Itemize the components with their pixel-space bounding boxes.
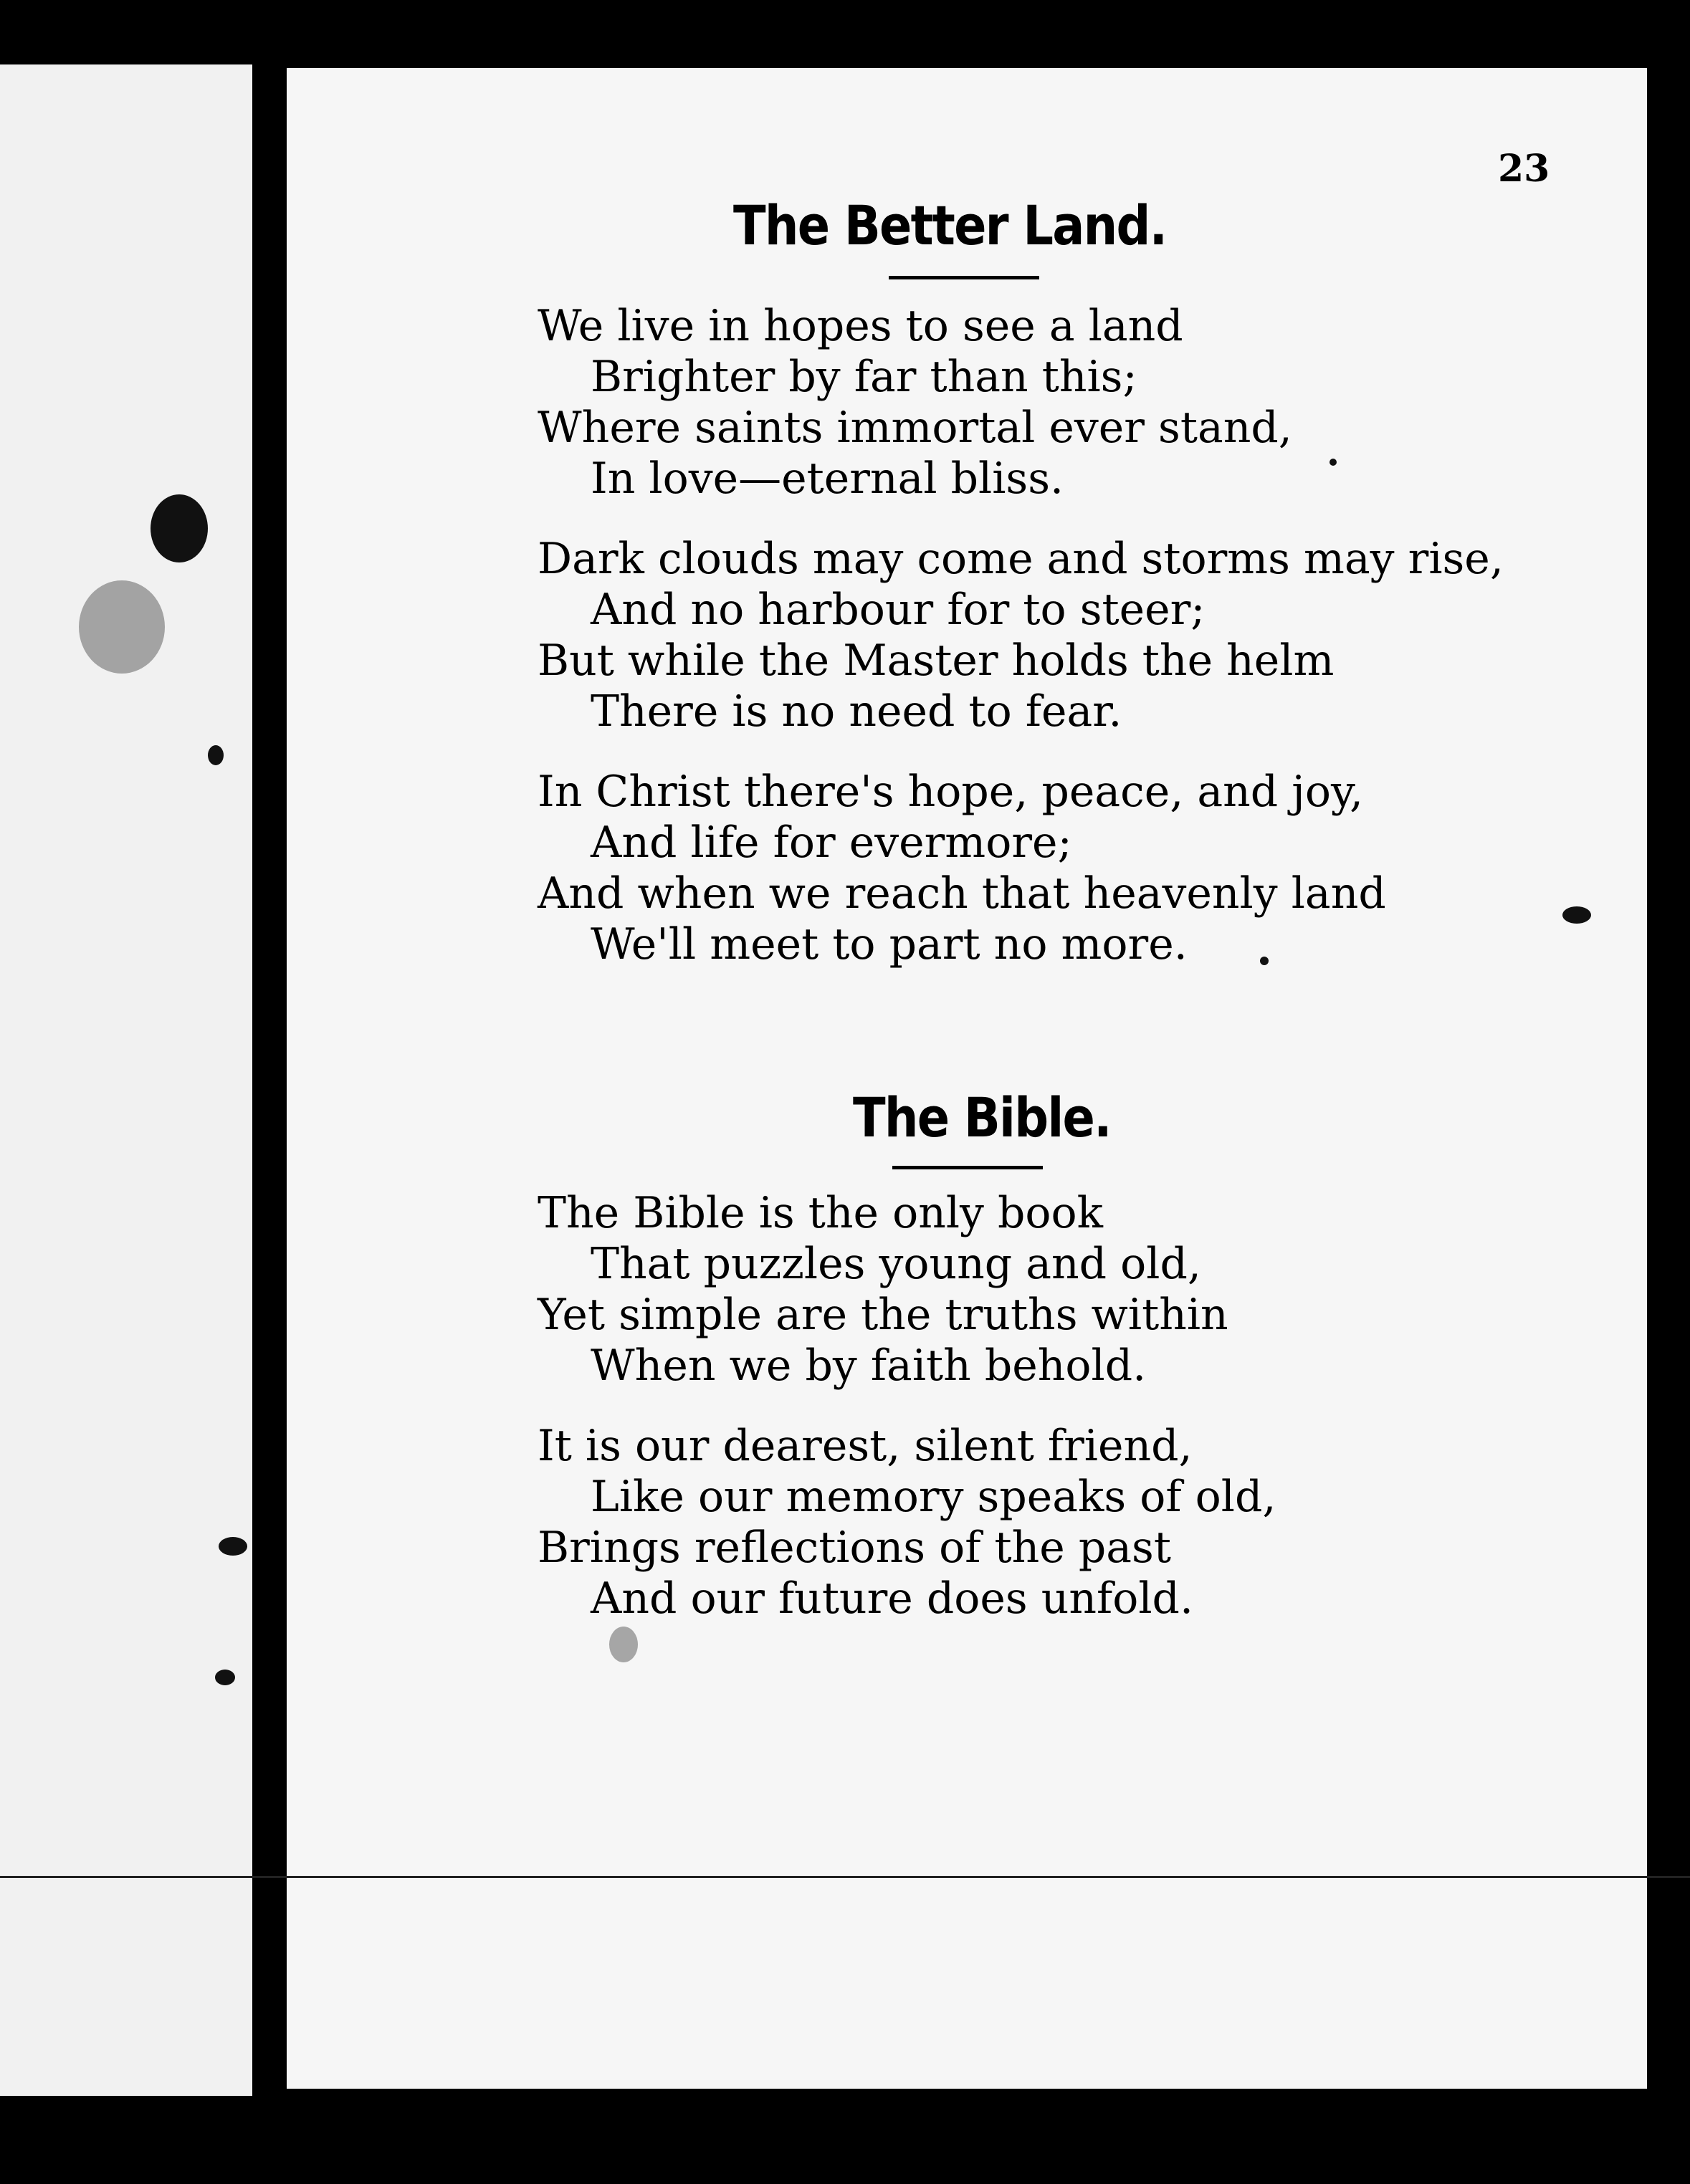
poem-line: Brings reflections of the past [538,1523,1171,1573]
ink-dot [1260,957,1269,965]
poem-line: That puzzles young and old, [591,1239,1201,1289]
poem-line: In love—eternal bliss. [591,454,1064,504]
ink-smudge [79,580,165,674]
ink-smudge [609,1627,638,1662]
ink-dot [208,745,224,765]
page-number: 23 [1498,147,1550,191]
poem-line: It is our dearest, silent friend, [538,1421,1193,1471]
poem-line: We live in hopes to see a land [538,301,1183,351]
poem-line: And no harbour for to steer; [591,585,1206,635]
ink-dot [1562,906,1591,924]
poem-line: But while the Master holds the helm [538,636,1335,686]
poem-line: There is no need to fear. [591,686,1122,737]
poem-line: The Bible is the only book [538,1188,1104,1238]
poem-line: Like our memory speaks of old, [591,1472,1276,1522]
scan-artifact-line [0,1876,1690,1878]
poem-line: And our future does unfold. [591,1574,1194,1624]
poem-stanza [538,767,1386,970]
ink-dot [1329,459,1337,466]
poem-line: When we by faith behold. [591,1341,1147,1391]
poem-line: We'll meet to part no more. [591,919,1188,969]
poem-stanza [538,534,1504,737]
poem-line: Yet simple are the truths within [538,1290,1228,1340]
poem-line: In Christ there's hope, peace, and joy, [538,767,1364,817]
ink-blot [151,494,208,562]
ink-dot [215,1670,235,1685]
ink-dot [219,1537,247,1556]
poem-title-better-land: The Better Land. [733,193,1167,257]
poem-line: Dark clouds may come and storms may rise, [538,534,1504,584]
poem-stanza [538,301,1292,504]
poem-stanza [538,1421,1276,1624]
poem-line: Where saints immortal ever stand, [538,403,1292,453]
poem-line: Brighter by far than this; [591,352,1137,402]
title-rule [892,1166,1043,1169]
book-spine-shadow [252,64,287,2096]
book-page [287,68,1647,2089]
poem-stanza [538,1188,1228,1392]
poem-line: And life for evermore; [591,818,1072,868]
facing-page-margin [0,64,254,2096]
poem-title-bible: The Bible. [853,1086,1111,1149]
title-rule [889,276,1039,279]
poem-line: And when we reach that heavenly land [538,868,1386,919]
